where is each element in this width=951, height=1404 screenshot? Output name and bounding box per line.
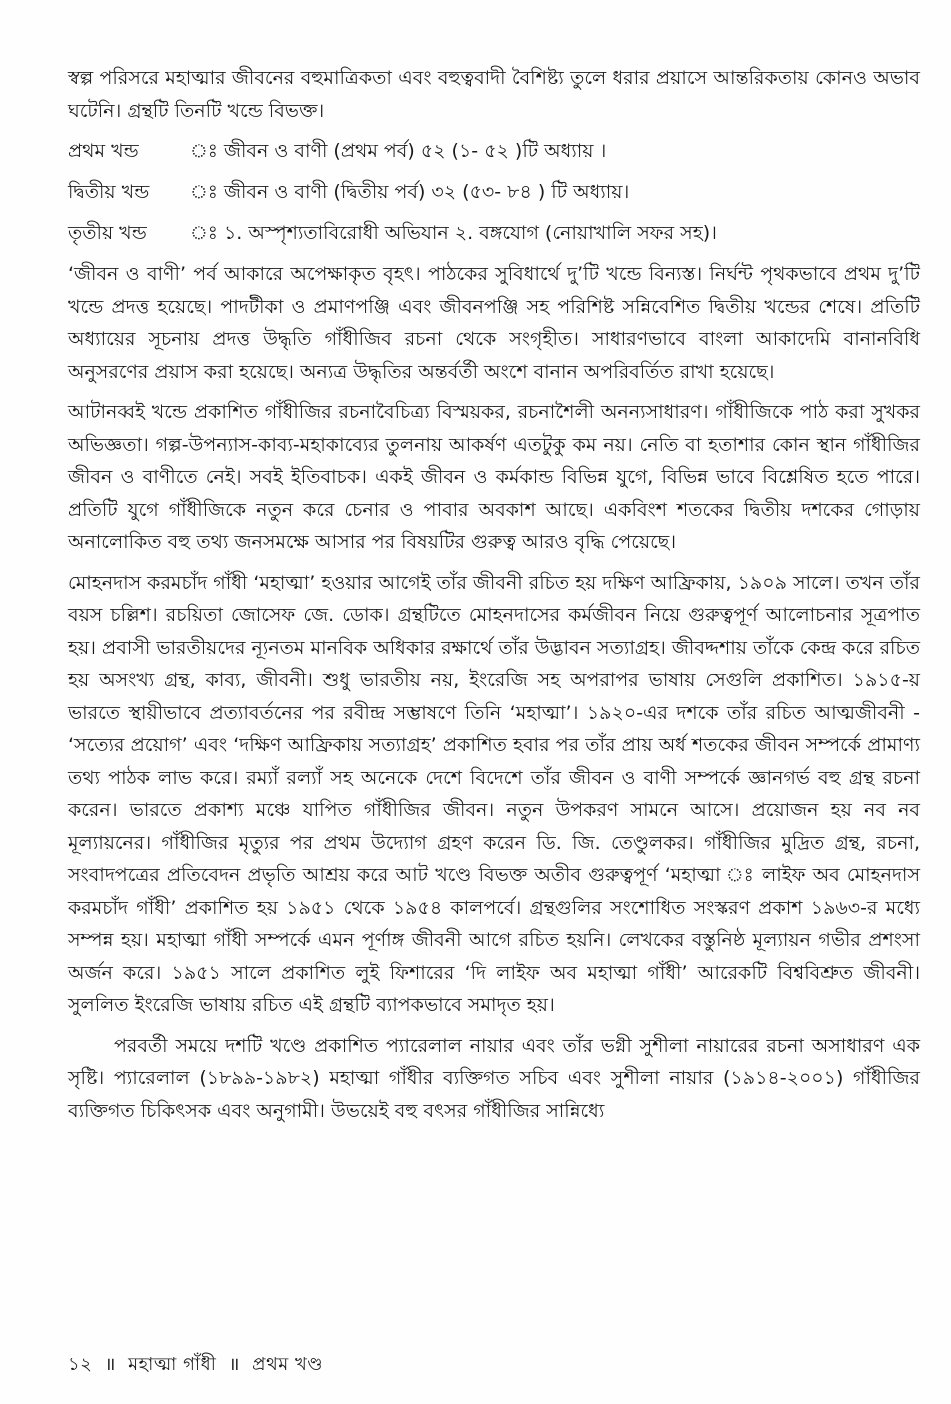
volume-description: ঃ জীবন ও বাণী (দ্বিতীয় পর্ব) ৩২ (৫৩- ৮৪ ) টি অধ্যায়। — [190, 181, 630, 203]
volume-row-first — [68, 135, 920, 167]
paragraph-structure: ‘জীবন ও বাণী’ পর্ব আকারে অপেক্ষাকৃত বৃহৎ। পাঠকের সুবিধার্থে দু’টি খন্ডে বিন্যস্ত। নির্ঘন্ট পৃথকভাবে প্রথম দু’টি খন্ডে প্রদত্ত হয়েছে। পাদটীকা ও প্রমাণপঞ্জি এবং জীবনপঞ্জি সহ পরিশিষ্ট সন্নিবেশিত দ্বিতীয় খন্ডের শেষে। প্রতিটি অধ্যায়ের সূচনায় প্রদত্ত উদ্ধৃতি গাঁধীজিব রচনা থেকে সংগৃহীত। সাধারণভাবে বাংলা আকাদেমি বানানবিধি অনুসরণের প্রয়াস করা হয়েছে। অন্যত্র উদ্ধৃতির অন্তর্বর্তী অংশে বানান অপরিবর্তিত রাখা হয়েছে। — [68, 263, 920, 383]
volume-row-second — [68, 176, 920, 208]
page-footer — [68, 1350, 329, 1381]
paragraph-writings: আটানব্বই খন্ডে প্রকাশিত গাঁধীজির রচনাবৈচিত্র্য বিস্ময়কর, রচনাশৈলী অনন্যসাধারণ। গাঁধীজিকে পাঠ করা সুখকর অভিজ্ঞতা। গল্প-উপন্যাস-কাব্য-মহাকাব্যের তুলনায় আকর্ষণ এতটুকু কম নয়। নেতি বা হতাশার কোন স্থান গাঁধীজির জীবন ও বাণীতে নেই। সবই ইতিবাচক। একই জীবন ও কর্মকান্ড বিভিন্ন যুগে, বিভিন্ন ভাবে বিশ্লেষিত হতে পারে। প্রতিটি যুগে গাঁধীজিকে নতুন করে চেনার ও পাবার অবকাশ আছে। একবিংশ শতকের দ্বিতীয় দশকের গোড়ায় অনালোকিত বহু তথ্য জনসমক্ষে আসার পর বিষয়টির গুরুত্ব আরও বৃদ্ধি পেয়েছে। — [68, 401, 920, 553]
volume-description: ঃ জীবন ও বাণী (প্রথম পর্ব) ৫২ (১- ৫২ )টি অধ্যায় । — [190, 140, 607, 162]
footer-separator: ॥ — [104, 1354, 116, 1375]
volume-description: ঃ ১. অস্পৃশ্যতাবিরোধী অভিযান ২. বঙ্গযোগ (নোয়াখালি সফর সহ)। — [190, 222, 717, 244]
running-volume: প্রথম খণ্ড — [252, 1354, 324, 1375]
volume-label: প্রথম খন্ড — [68, 140, 139, 162]
page-body — [68, 62, 920, 1135]
volume-label: দ্বিতীয় খন্ড — [68, 181, 150, 203]
volume-label: তৃতীয় খন্ড — [68, 222, 147, 244]
running-title: মহাত্মা গাঁধী — [128, 1354, 217, 1375]
footer-separator: ॥ — [228, 1354, 240, 1375]
paragraph-nayar: পরবর্তী সময়ে দশটি খণ্ডে প্রকাশিত প্যারেলাল নায়ার এবং তাঁর ভগ্নী সুশীলা নায়ারের রচনা অসাধারণ এক সৃষ্টি। প্যারেলাল (১৮৯৯-১৯৮২) মহাত্মা গাঁধীর ব্যক্তিগত সচিব এবং সুশীলা নায়ার (১৯১৪-২০০১) গাঁধীজির ব্যক্তিগত চিকিৎসক এবং অনুগামী। উভয়েই বহু বৎসর গাঁধীজির সান্নিধ্যে — [68, 1034, 920, 1122]
paragraph-biographies: মোহনদাস করমচাঁদ গাঁধী ‘মহাত্মা’ হওয়ার আগেই তাঁর জীবনী রচিত হয় দক্ষিণ আফ্রিকায়, ১৯০৯ সালে। তখন তাঁর বয়স চল্লিশ। রচয়িতা জোসেফ জে. ডোক। গ্রন্থটিতে মোহনদাসের কর্মজীবন নিয়ে গুরুত্বপূর্ণ আলোচনার সূত্রপাত হয়। প্রবাসী ভারতীয়দের ন্যূনতম মানবিক অধিকার রক্ষার্থে তাঁর উদ্ভাবন সত্যাগ্রহ। জীবদ্দশায় তাঁকে কেন্দ্র করে রচিত হয় অসংখ্য গ্রন্থ, কাব্য, জীবনী। শুধু ভারতীয় নয়, ইংরেজি সহ অপরাপর ভাষায় সেগুলি প্রকাশিত। ১৯১৫-য় ভারতে স্থায়ীভাবে প্রত্যাবর্তনের পর রবীন্দ্র সম্ভাষণে তিনি ‘মহাত্মা’। ১৯২০-এর দশকে তাঁর রচিত আত্মজীবনী - ‘সত্যের প্রয়োগ’ এবং ‘দক্ষিণ আফ্রিকায় সত্যাগ্রহ’ প্রকাশিত হবার পর তাঁর প্রায় অর্ধ শতকের জীবন সম্পর্কে প্রামাণ্য তথ্য পাঠক লাভ করে। রম্যাঁ রল্যাঁ সহ অনেকে দেশে বিদেশে তাঁর জীবন ও বাণী সম্পর্কে জ্ঞানগর্ভ বহু গ্রন্থ রচনা করেন। ভারতে প্রকাশ্য মঞ্চে যাপিত গাঁধীজির জীবন। নতুন উপকরণ সামনে আসে। প্রয়োজন হয় নব নব মূল্যায়নের। গাঁধীজির মৃত্যুর পর প্রথম উদ্যোগ গ্রহণ করেন ডি. জি. তেণ্ডুলকর। গাঁধীজির মুদ্রিত গ্রন্থ, রচনা, সংবাদপত্রের প্রতিবেদন প্রভৃতি আশ্রয় করে আট খণ্ডে বিভক্ত অতীব গুরুত্বপূর্ণ ‘মহাত্মা ঃ লাইফ অব মোহনদাস করমচাঁদ গাঁধী’ প্রকাশিত হয় ১৯৫১ থেকে ১৯৫৪ কালপর্বে। গ্রন্থগুলির সংশোধিত সংস্করণ প্রকাশ ১৯৬৩-র মধ্যে সম্পন্ন হয়। মহাত্মা গাঁধী সম্পর্কে এমন পূর্ণাঙ্গ জীবনী আগে রচিত হয়নি। লেখকের বস্তুনিষ্ঠ মূল্যায়ন গভীর প্রশংসা অর্জন করে। ১৯৫১ সালে প্রকাশিত লুই ফিশারের ‘দি লাইফ অব মহাত্মা গাঁধী’ আরেকটি বিশ্ববিশ্রুত জীবনী। সুললিত ইংরেজি ভাষায় রচিত এই গ্রন্থটি ব্যাপকভাবে সমাদৃত হয়। — [68, 571, 920, 1016]
intro-paragraph: স্বল্প পরিসরে মহাত্মার জীবনের বহুমাত্রিকতা এবং বহুত্ববাদী বৈশিষ্ট্য তুলে ধরার প্রয়াসে আন্তরিকতায় কোনও অভাব ঘটেনি। গ্রন্থটি তিনটি খন্ডে বিভক্ত। — [68, 67, 920, 122]
volume-row-third — [68, 217, 920, 249]
page-number: ১২ — [68, 1354, 93, 1375]
